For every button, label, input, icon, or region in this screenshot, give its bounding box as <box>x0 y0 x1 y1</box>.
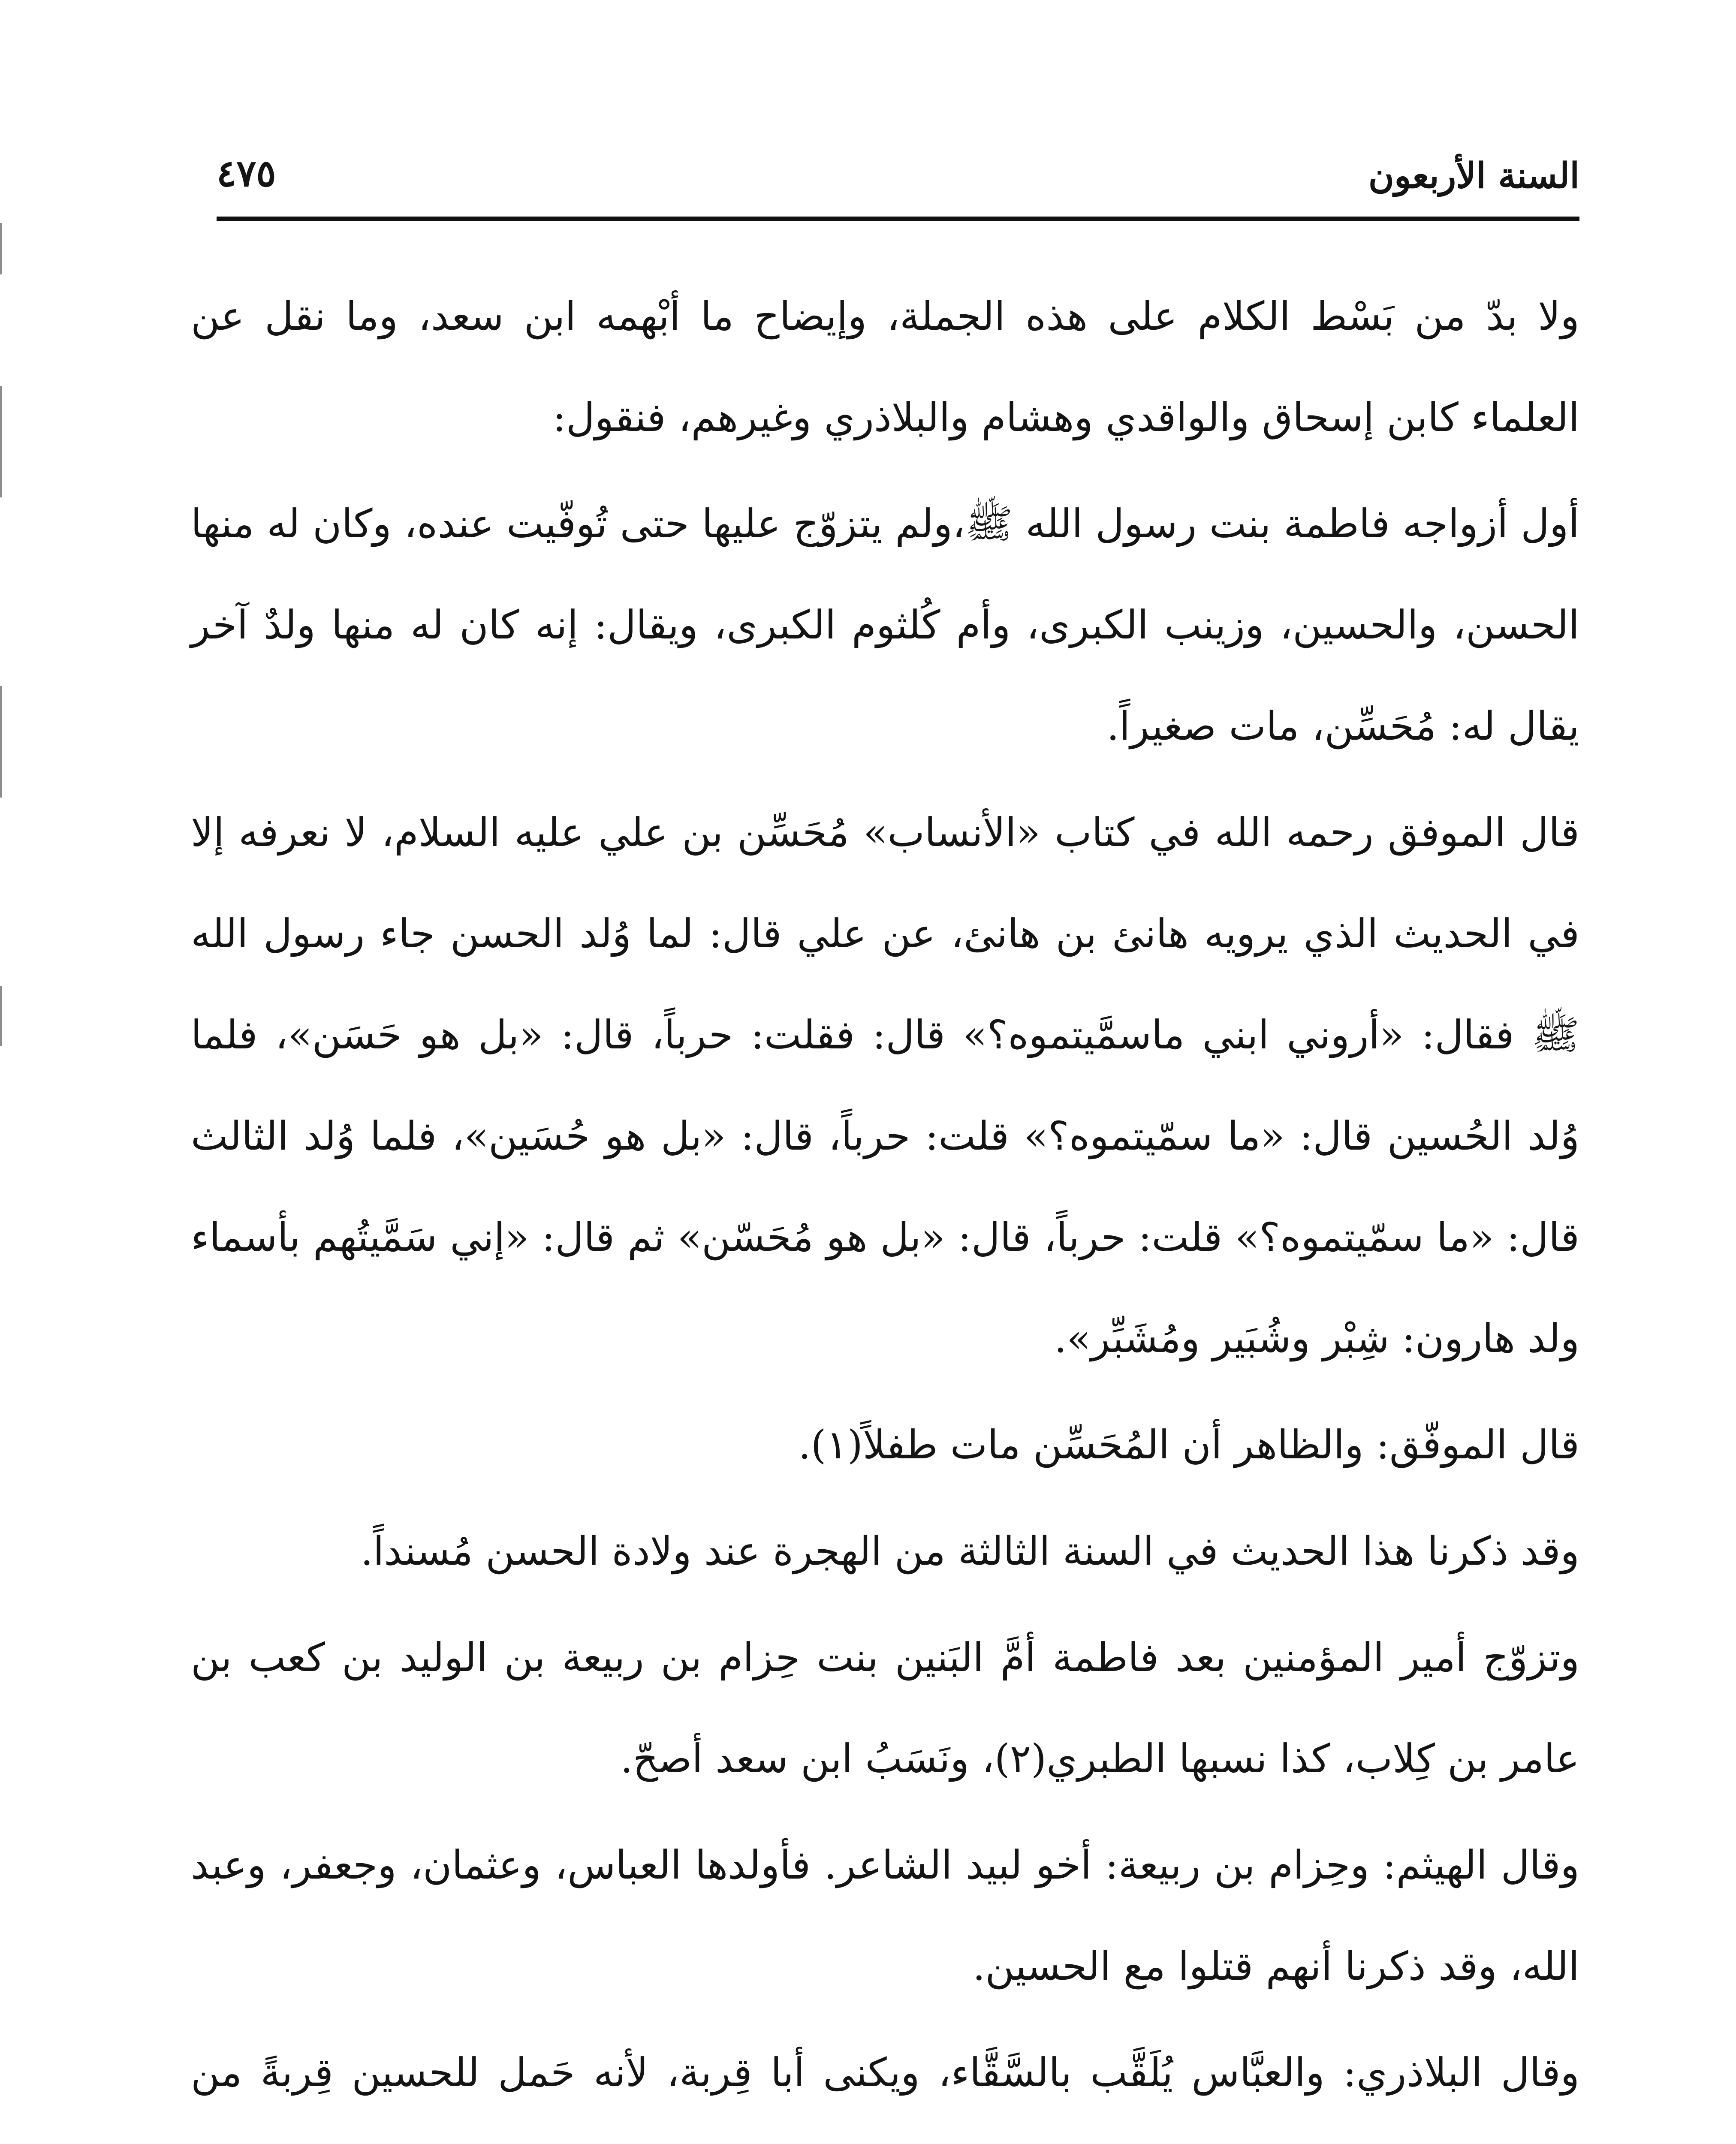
page-number: ٤٧٥ <box>217 152 276 195</box>
chapter-title: السنة الأربعون <box>1368 155 1579 196</box>
scan-edge-mark <box>0 386 2 497</box>
paragraph: قال الموفق رحمه الله في كتاب «الأنساب» مُحَسِّن بن علي عليه السلام، لا نعرفه إلا في الحديث الذي يرويه هانئ بن هانئ، عن علي قال: لما وُلد الحسن جاء رسول الله ﷺ فقال: «أروني ابني ماسمَّيتموه؟» قال: فقلت: حرباً، قال: «بل هو حَسَن»، فلما وُلد الحُسين قال: «ما سمّيتموه؟» قلت: حرباً، قال: «بل هو حُسَين»، فلما وُلد الثالث قال: «ما سمّيتموه؟» قلت: حرباً، قال: «بل هو مُحَسّن» ثم قال: «إني سَمَّيتُهم بأسماء ولد هارون: شِبْر وشُبَير ومُشَبِّر». <box>191 810 1579 1361</box>
paragraph: أول أزواجه فاطمة بنت رسول الله ﷺ،ولم يتزوّج عليها حتى تُوفّيت عنده، وكان له منها الحسن، والحسين، وزينب الكبرى، وأم كُلثوم الكبرى، ويقال: إنه كان له منها ولدٌ آخر يقال له: مُحَسِّن، مات صغيراً. <box>191 501 1579 749</box>
scan-edge-mark <box>0 223 2 274</box>
header-divider <box>217 217 1579 221</box>
scan-edge-mark <box>0 986 2 1046</box>
paragraph: قال الموفّق: والظاهر أن المُحَسِّن مات طفلاً(١). <box>798 1422 1579 1468</box>
main-text <box>191 266 1579 2144</box>
running-header <box>217 146 1579 210</box>
paragraph: وقد ذكرنا هذا الحديث في السنة الثالثة من الهجرة عند ولادة الحسن مُسنداً. <box>360 1528 1579 1574</box>
paragraph: ولا بدّ من بَسْط الكلام على هذه الجملة، وإيضاح ما أبْهمه ابن سعد، وما نقل عن العلماء كابن إسحاق والواقدي وهشام والبلاذري وغيرهم، فنقول: <box>191 293 1579 440</box>
paragraph: وقال البلاذري: والعبَّاس يُلَقَّب بالسَّقَّاء، ويكنى أبا قِربة، لأنه حَمل للحسين قِربةً من <box>191 2050 1579 2096</box>
scan-edge-mark <box>0 686 2 798</box>
paragraph: وقال الهيثم: وحِزام بن ربيعة: أخو لبيد الشاعر. فأولدها العباس، وعثمان، وجعفر، وعبد الله، وقد ذكرنا أنهم قتلوا مع الحسين. <box>191 1842 1579 1989</box>
paragraph: وتزوّج أمير المؤمنين بعد فاطمة أمَّ البَنين بنت حِزام بن ربيعة بن الوليد بن كعب بن عامر بن كِلاب، كذا نسبها الطبري(٢)، ونَسَبُ ابن سعد أصحّ. <box>191 1635 1579 1782</box>
